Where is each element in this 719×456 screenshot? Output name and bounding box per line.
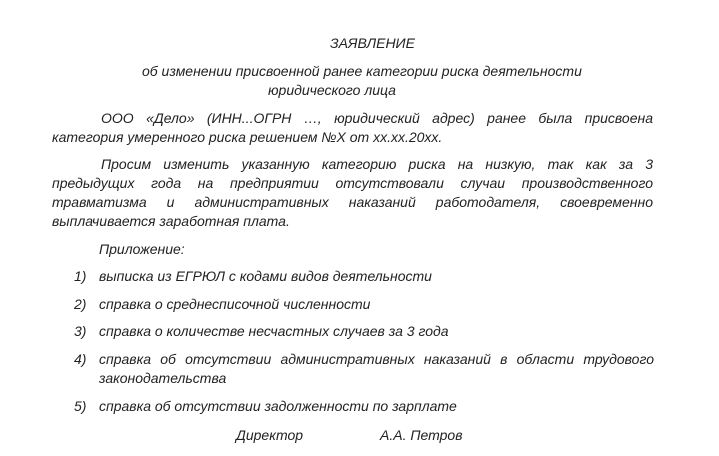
paragraph-request: Просим изменить указанную категорию риска на низкую, так как за 3 предыдущих года на предприятии отсутствовали случаи производственного травматизма и административных наказаний работодателя, своевременно выплачивается заработная плата. [52,156,653,229]
attachment-item [74,397,654,416]
attachment-item [74,295,654,314]
document-subtitle-line2: юридического лица [268,82,396,98]
signature-title: Директор [236,427,304,443]
attachment-item [74,267,654,286]
attachment-text: справка о среднесписочной численности [99,296,371,312]
attachment-number: 2) [74,296,87,312]
attachment-text: справка об отсутствии административных наказаний в области трудового законодательства [99,351,654,386]
attachment-text: справка об отсутствии задолженности по зарплате [99,398,457,414]
document-title: ЗАЯВЛЕНИЕ [330,35,415,51]
signature-name: А.А. Петров [380,427,463,443]
attachment-number: 3) [74,323,87,339]
attachment-number: 4) [74,351,87,367]
document-subtitle-line1: об изменении присвоенной ранее категории риска деятельности [142,63,582,79]
attachment-text: выписка из ЕГРЮЛ с кодами видов деятельности [99,268,432,284]
paragraph-previous-category: ООО «Дело» (ИНН...ОГРН …, юридический адрес) ранее была присвоена категория умеренного риска решением №X от xx.xx.20xx. [52,110,653,145]
attachment-item [74,322,654,341]
attachment-item [74,350,654,388]
attachment-number: 1) [74,268,87,284]
attachments-label: Приложение: [99,241,185,257]
attachment-text: справка о количестве несчастных случаев за 3 года [99,323,449,339]
attachment-number: 5) [74,398,87,414]
